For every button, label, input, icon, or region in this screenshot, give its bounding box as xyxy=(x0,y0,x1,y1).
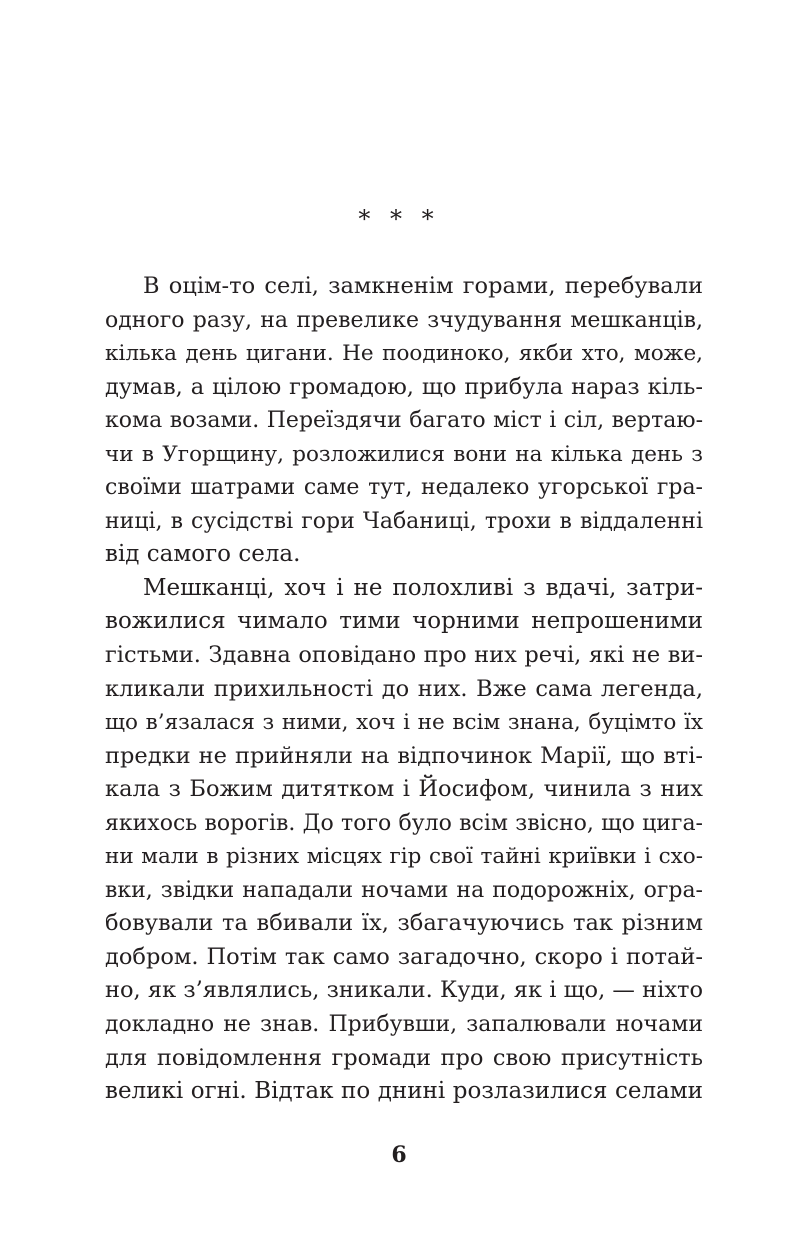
text-line: добром. Потім так само загадочно, скоро і потай- xyxy=(105,943,703,970)
text-line: одного разу, на превелике зчудування мешканців, xyxy=(105,307,703,333)
text-line: що в’язалася з ними, хоч і не всім знана, буцімто їх xyxy=(105,710,703,736)
text-line: думав, а цілою громадою, що прибула нараз кіль- xyxy=(105,373,703,400)
text-line: якихось ворогів. До того було всім звісно, що цига- xyxy=(105,810,703,836)
text-line: для повідомлення громади про свою присутність xyxy=(105,1044,703,1071)
text-line: чи в Угорщину, розложилися вони на кілька день з xyxy=(105,441,703,467)
text-line: предки не прийняли на відпочинок Марії, що вті- xyxy=(105,742,703,769)
text-line: ни мали в різних місцях гір свої тайні криївки і схо- xyxy=(105,844,703,870)
text-line: своїми шатрами саме тут, недалеко угорської гра- xyxy=(105,475,703,501)
text-line: Мешканці, хоч і не полохливі з вдачі, затри- xyxy=(143,574,703,601)
text-line: кликали прихильності до них. Вже сама легенда, xyxy=(105,675,703,702)
text-line: кілька день цигани. Не поодиноко, якби хто, може, xyxy=(105,341,703,367)
text-line: бовували та вбивали їх, збагачуючись так різним xyxy=(105,910,703,937)
text-line: великі огні. Відтак по днині розлазилися селами xyxy=(105,1078,703,1105)
section-separator: * * * xyxy=(358,205,440,233)
text-line: но, як з’являлись, зникали. Куди, як і що, — ніхто xyxy=(105,977,703,1004)
text-line: В оцім-то селі, замкненім горами, перебували xyxy=(143,273,703,299)
page-number: 6 xyxy=(391,1142,407,1168)
text-line: гістьми. Здавна оповідано про них речі, які не ви- xyxy=(105,642,703,669)
text-line: від самого села. xyxy=(105,541,301,568)
text-line: ниці, в сусідстві гори Чабаниці, трохи в віддаленні xyxy=(105,508,703,534)
text-line: вожилися чимало тими чорними непрошеними xyxy=(105,608,703,635)
body-text xyxy=(105,270,703,1109)
text-line: кома возами. Переїздячи багато міст і сіл, вертаю- xyxy=(105,408,703,434)
text-line: кала з Божим дитятком і Йосифом, чинила з них xyxy=(105,776,703,803)
text-line: вки, звідки нападали ночами на подорожніх, огра- xyxy=(105,877,703,903)
text-line: докладно не знав. Прибувши, запалювали ночами xyxy=(105,1012,703,1038)
